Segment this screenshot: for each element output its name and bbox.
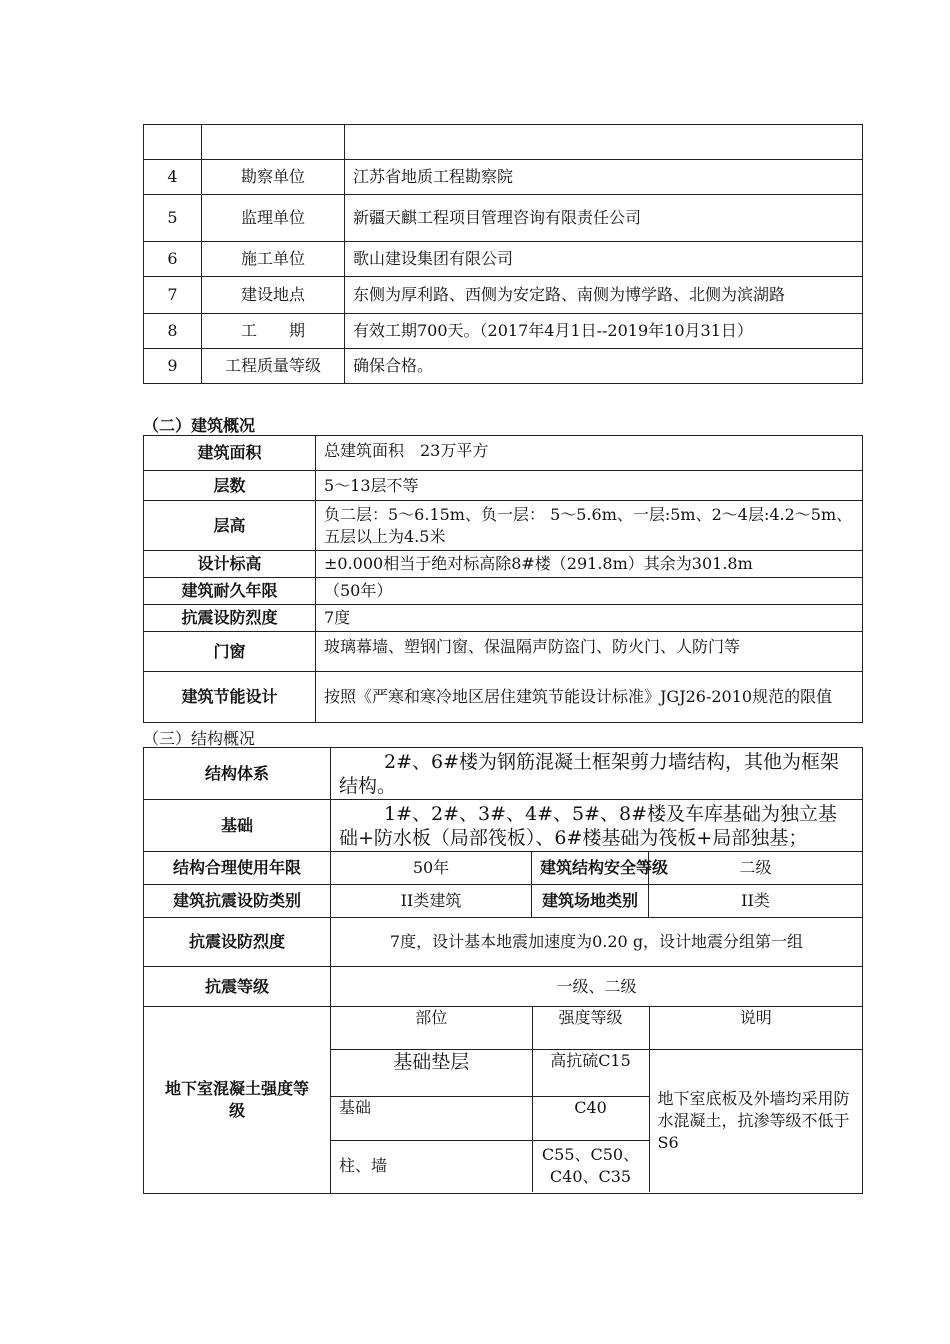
table-row — [144, 160, 863, 195]
table-row — [144, 195, 863, 242]
table-row — [144, 125, 863, 160]
row-value: 歌山建设集团有限公司 — [345, 242, 863, 277]
table-row — [144, 349, 863, 384]
structure-system-value: 2#、6#楼为钢筋混凝土框架剪力墙结构，其他为框架结构。 — [331, 748, 863, 800]
project-info-table — [143, 124, 863, 384]
table-row — [144, 501, 863, 551]
foundation-label: 基础 — [144, 800, 331, 852]
row-value: 7度 — [316, 605, 863, 632]
table-row — [144, 436, 863, 471]
row-value: 确保合格。 — [345, 349, 863, 384]
row-value: 玻璃幕墙、塑钢门窗、保温隔声防盗门、防火门、人防门等 — [316, 632, 863, 672]
row-item: 勘察单位 — [202, 160, 345, 195]
seismic-intensity-value: 7度，设计基本地震加速度为0.20 g，设计地震分组第一组 — [331, 918, 863, 967]
row-label: 设计标高 — [144, 551, 316, 578]
row-value: 5～13层不等 — [316, 471, 863, 501]
concrete-strength: 高抗硫C15 — [532, 1049, 649, 1096]
row-item: 工 期 — [202, 314, 345, 349]
table-row — [144, 1007, 863, 1194]
concrete-strength: C40 — [532, 1096, 649, 1140]
table-row — [144, 852, 863, 885]
concrete-grade-label: 地下室混凝土强度等级 — [144, 1007, 331, 1194]
table-row — [144, 885, 863, 918]
table-row — [144, 800, 863, 852]
table-row — [331, 1007, 862, 1049]
row-item: 监理单位 — [202, 195, 345, 242]
concrete-subtable — [331, 1007, 862, 1192]
row-value: （50年） — [316, 578, 863, 605]
seismic-grade-value: 一级、二级 — [331, 967, 863, 1007]
header-strength: 强度等级 — [532, 1007, 649, 1049]
row-label: 建筑面积 — [144, 436, 316, 471]
table-row — [144, 632, 863, 672]
concrete-note: 地下室底板及外墙均采用防水混凝土，抗渗等级不低于S6 — [649, 1049, 862, 1192]
table-row — [144, 918, 863, 967]
row-value: ±0.000相当于绝对标高除8#楼（291.8m）其余为301.8m — [316, 551, 863, 578]
concrete-part: 柱、墙 — [331, 1140, 532, 1192]
row-item: 工程质量等级 — [202, 349, 345, 384]
row-label: 门窗 — [144, 632, 316, 672]
table-row — [144, 242, 863, 277]
table-row — [331, 1049, 862, 1096]
row-label: 建筑节能设计 — [144, 672, 316, 723]
site-category-value: II类 — [649, 885, 863, 918]
safety-grade-label: 建筑结构安全等级 — [532, 852, 649, 885]
row-item: 建设地点 — [202, 277, 345, 314]
row-label: 建筑耐久年限 — [144, 578, 316, 605]
seismic-intensity-label: 抗震设防烈度 — [144, 918, 331, 967]
table-row — [144, 314, 863, 349]
building-overview-table — [143, 435, 863, 723]
row-value: 东侧为厚利路、西侧为安定路、南侧为博学路、北侧为滨湖路 — [345, 277, 863, 314]
row-label: 层数 — [144, 471, 316, 501]
row-number: 6 — [144, 242, 202, 277]
foundation-value: 1#、2#、3#、4#、5#、8#楼及车库基础为独立基础+防水板（局部筏板）、6#楼基础为筏板+局部独基； — [331, 800, 863, 852]
concrete-part: 基础 — [331, 1096, 532, 1140]
concrete-strength: C55、C50、C40、C35 — [532, 1140, 649, 1192]
row-value: 负二层：5～6.15m、负一层： 5～5.6m、一层:5m、2～4层:4.2～5m、五层以上为4.5米 — [316, 501, 863, 551]
row-value: 总建筑面积 23万平方 — [316, 436, 863, 471]
row-number: 4 — [144, 160, 202, 195]
site-category-label: 建筑场地类别 — [532, 885, 649, 918]
row-item: 施工单位 — [202, 242, 345, 277]
table-row — [144, 471, 863, 501]
table-row — [144, 748, 863, 800]
table-row — [144, 551, 863, 578]
seismic-grade-label: 抗震等级 — [144, 967, 331, 1007]
structure-section-heading: （三）结构概况 — [143, 729, 256, 748]
row-value: 新疆天麒工程项目管理咨询有限责任公司 — [345, 195, 863, 242]
row-number: 8 — [144, 314, 202, 349]
building-section-heading: （二）建筑概况 — [143, 416, 256, 435]
structure-system-label: 结构体系 — [144, 748, 331, 800]
row-value: 江苏省地质工程勘察院 — [345, 160, 863, 195]
seismic-category-label: 建筑抗震设防类别 — [144, 885, 331, 918]
row-number — [144, 125, 202, 160]
table-row — [144, 277, 863, 314]
table-row — [144, 672, 863, 723]
row-label: 层高 — [144, 501, 316, 551]
table-row — [144, 605, 863, 632]
header-part: 部位 — [331, 1007, 532, 1049]
header-note: 说明 — [649, 1007, 862, 1049]
table-row — [144, 578, 863, 605]
table-row — [144, 967, 863, 1007]
row-value — [345, 125, 863, 160]
row-value: 按照《严寒和寒冷地区居住建筑节能设计标准》JGJ26-2010规范的限值 — [316, 672, 863, 723]
row-item — [202, 125, 345, 160]
concrete-part: 基础垫层 — [331, 1049, 532, 1096]
safety-grade-value: 二级 — [649, 852, 863, 885]
concrete-subtable-cell — [331, 1007, 863, 1194]
seismic-category-value: II类建筑 — [331, 885, 532, 918]
row-label: 抗震设防烈度 — [144, 605, 316, 632]
row-value: 有效工期700天。（2017年4月1日--2019年10月31日） — [345, 314, 863, 349]
structure-overview-table — [143, 747, 863, 1194]
service-life-value: 50年 — [331, 852, 532, 885]
row-number: 9 — [144, 349, 202, 384]
row-number: 5 — [144, 195, 202, 242]
row-number: 7 — [144, 277, 202, 314]
service-life-label: 结构合理使用年限 — [144, 852, 331, 885]
